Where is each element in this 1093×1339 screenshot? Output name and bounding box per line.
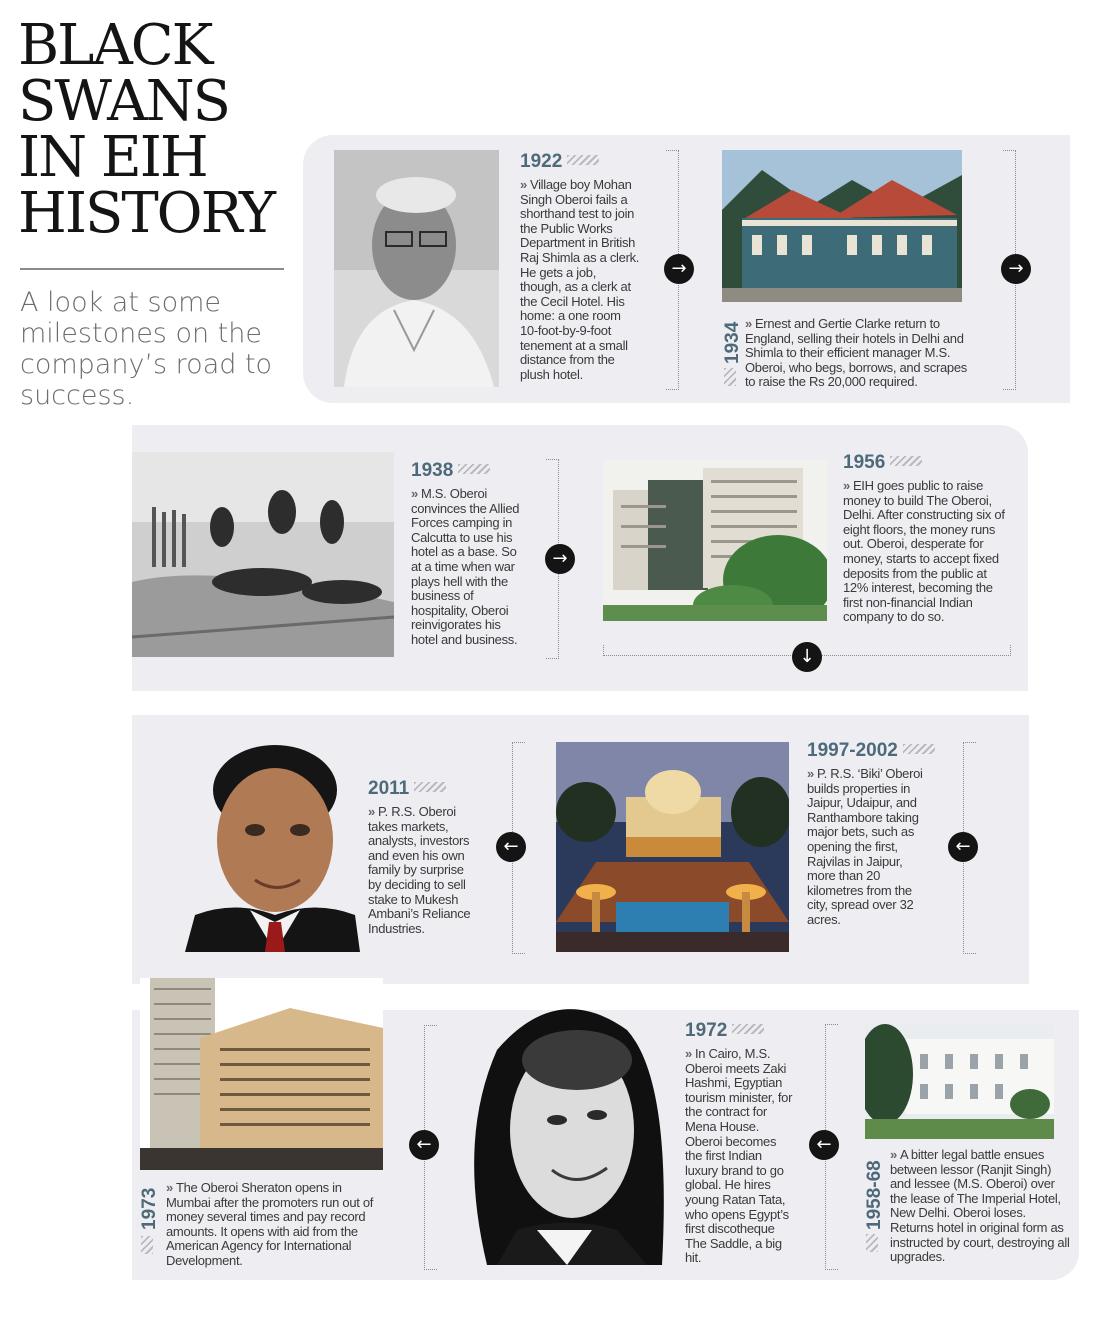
year-dots [724,368,736,386]
year-dots [732,1024,764,1034]
year-dots [567,155,599,165]
milestone-year [520,152,599,172]
year-dots [903,744,935,754]
arrow-left-icon: ← [809,1130,839,1160]
milestone-text: » EIH goes public to raise money to build The Oberoi, Delhi. After constructing six of eight floors, the money runs out. Oberoi, desperate for money, starts to accept fixed deposits from the public at 12% interest, becoming the first non-financial Indian company to do so. [843,479,1015,625]
year-label: 1997-2002 [807,740,898,761]
milestone-year-vertical [722,322,744,364]
year-label: 1934 [722,321,743,364]
hotel-photo-oberoi-sheraton [140,978,383,1170]
hotel-photo-rajvilas [556,742,789,952]
year-dots [414,782,446,792]
arrow-right-icon: → [545,544,575,574]
milestone-text: » In Cairo, M.S. Oberoi meets Zaki Hashmi, Egyptian tourism minister, for the contract for Mena House. Oberoi becomes the first Indian luxury brand to go global. He hires young Ratan Tata, who opens Egypt’s first discotheque The Saddle, a big hit. [685,1047,795,1266]
year-dots [890,456,922,466]
milestone-year [411,461,490,481]
year-label: 1956 [843,452,886,473]
year-label: 1922 [520,151,563,172]
title-line: BLACK [18,13,212,78]
year-label: 1938 [411,460,454,481]
title-divider [20,268,284,270]
arrow-down-icon: ↓ [792,642,822,672]
milestone-text: » Village boy Mohan Singh Oberoi fails a shorthand test to join the Public Works Department in British Raj Shimla as a clerk. He gets a job, though, as a clerk at the Cecil Hotel. His home: a one room 10-foot-by-9-foot tenement at a small distance from the plush hotel. [520,178,640,382]
milestone-year [685,1021,764,1041]
portrait-photo-ratan-tata [457,990,665,1265]
milestone-text: » P. R.S. ‘Biki’ Oberoi builds properties in Jaipur, Udaipur, and Ranthambore taking major bets, such as opening the first, Rajvilas in Jaipur, more than 20 kilometres from the city, spread over 32 acres. [807,767,932,928]
year-label: 1958-68 [864,1160,885,1230]
imperial-illustration [865,1024,1054,1139]
page-title [18,13,274,246]
page-subtitle: A look at some milestones on the company’s road to success. [20,287,273,411]
tata-illustration [457,990,665,1265]
title-line: HISTORY [18,181,274,246]
sheraton-illustration [140,978,383,1170]
milestone-year-vertical [864,1160,886,1230]
year-label: 1972 [685,1020,728,1041]
year-dots [458,464,490,474]
hotel-photo-shimla [722,150,962,302]
hotel-photo-imperial [865,1024,1054,1139]
milestone-text: » A bitter legal battle ensues between lessor (Ranjit Singh) and lessee (M.S. Oberoi) over the lease of The Imperial Hotel, New Delhi. Oberoi loses. Returns hotel in original form as instructed by court, destroying all upgrades. [890,1148,1070,1265]
year-dots [141,1236,153,1254]
milestone-text: » P. R.S. Oberoi takes markets, analysts, investors and even his own family by surprise by deciding to sell stake to Mukesh Ambani’s Reliance Industries. [368,805,473,936]
hotel-photo-oberoi-delhi [603,460,827,621]
year-label: 2011 [368,778,410,799]
milestone-text: » M.S. Oberoi convinces the Allied Forces camping in Calcutta to use his hotel as a base. So at a time when war plays hell with the business of hospitality, Oberoi reinvigorates his hotel and business. [411,487,521,648]
milestone-text: » The Oberoi Sheraton opens in Mumbai after the promoters run out of money several times and pay record amounts. It opens with aid from the American Agency for International Development. [166,1181,388,1269]
title-line: SWANS [18,69,229,134]
milestone-year [368,779,446,799]
ambani-illustration [185,730,360,952]
arrow-left-icon: ← [409,1130,439,1160]
milestone-year [807,741,935,761]
portrait-photo-ms-oberoi [334,150,499,387]
war-photo-soldiers [132,452,394,657]
rajvilas-illustration [556,742,789,952]
arrow-right-icon: → [1001,254,1031,284]
hotel-illustration [722,150,962,302]
title-line: IN EIH [18,125,207,190]
arrow-left-icon: ← [948,832,978,862]
portrait-illustration [334,150,499,387]
year-dots [866,1234,878,1252]
oberoi-delhi-illustration [603,460,827,621]
milestone-year-vertical [139,1188,161,1230]
milestone-year [843,453,922,473]
milestone-text: » Ernest and Gertie Clarke return to England, selling their hotels in Delhi and Shimla to their efficient manager M.S. Oberoi, who begs, borrows, and scrapes to raise the Rs 20,000 required. [745,317,975,390]
soldiers-illustration [132,452,394,657]
year-label: 1973 [139,1187,160,1230]
arrow-right-icon: → [664,254,694,284]
arrow-left-icon: ← [496,832,526,862]
portrait-photo-mukesh-ambani [185,730,360,952]
